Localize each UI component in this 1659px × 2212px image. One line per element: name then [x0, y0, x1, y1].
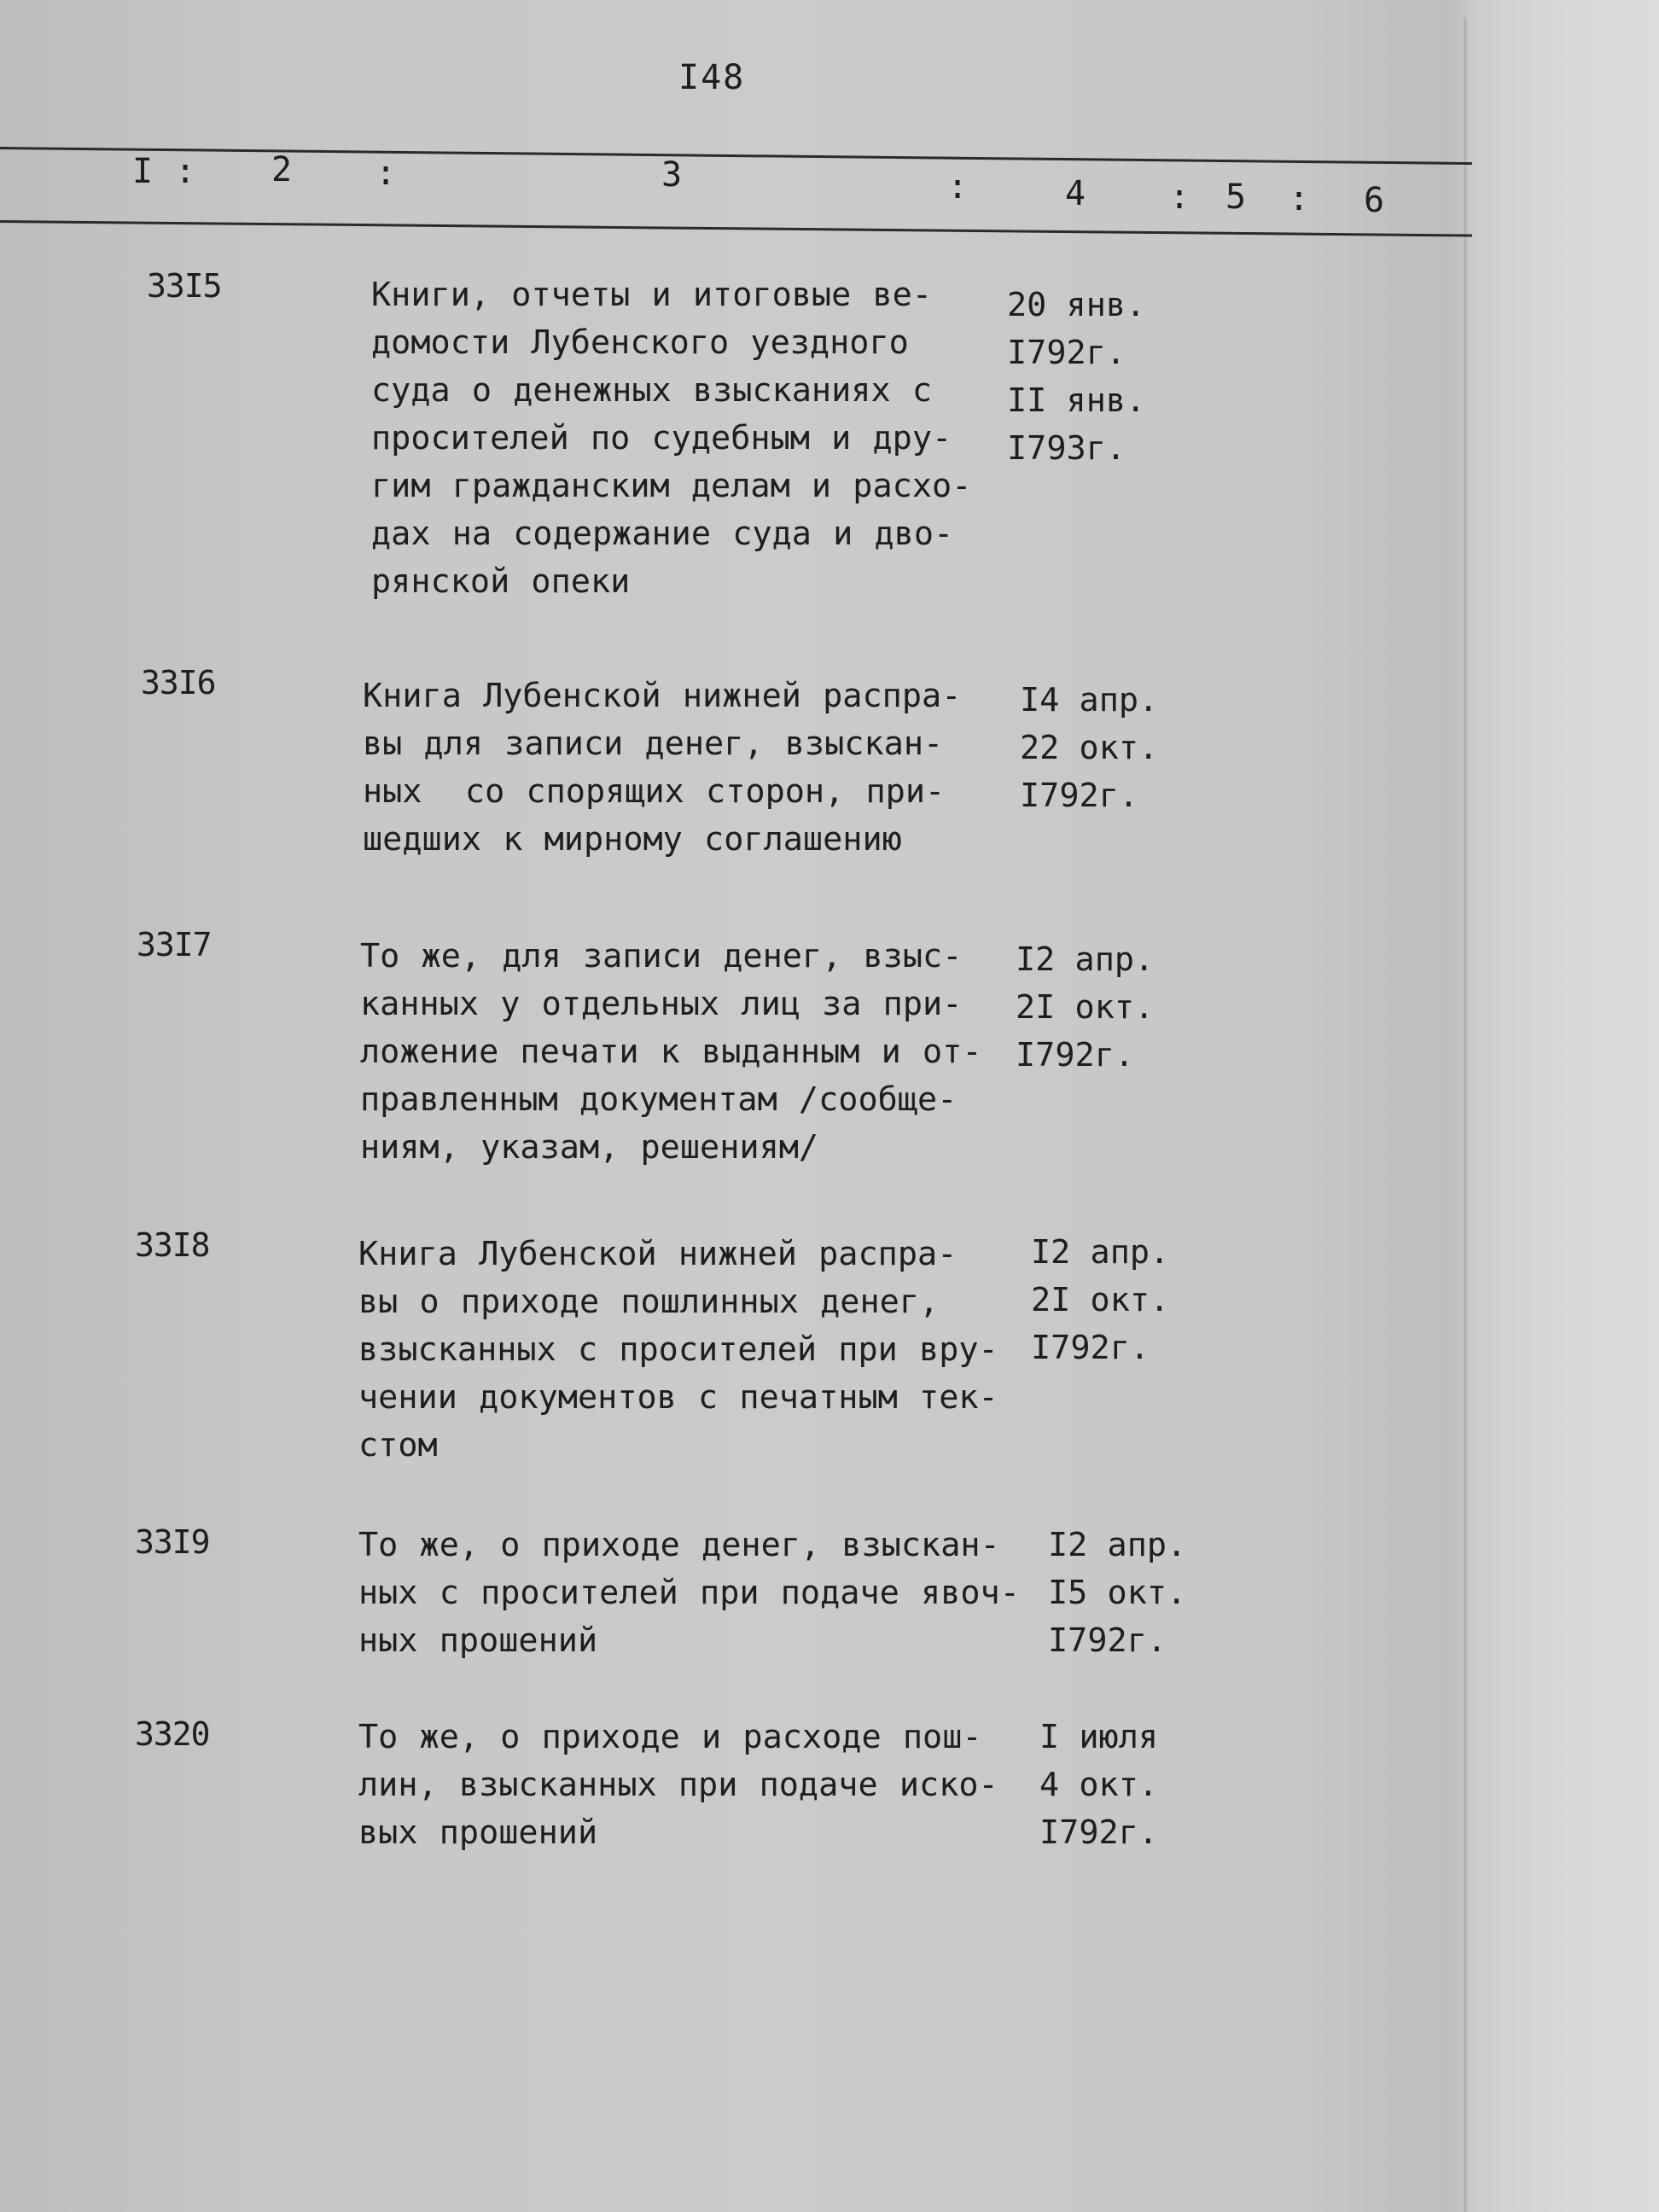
page-edge-shadow — [1464, 17, 1467, 2212]
column-header-4: 4 — [1065, 174, 1086, 213]
entry-description: Книга Лубенской нижней распра- вы о приходе пошлинных денег, взысканных с просителей при вру- чении документов с печатным тек- стом — [358, 1235, 998, 1464]
column-header-1: I — [132, 152, 154, 191]
header-rule-bottom — [0, 220, 1472, 237]
column-header-5: 5 — [1225, 178, 1247, 217]
entry-description: Книги, отчеты и итоговые ве- домости Лубенского уездного суда о денежных взысканиях с просителей по судебным и дру- гим гражданским делам и расхо- дах на содержание суда и дво- рянской опеки — [371, 276, 972, 601]
entry-dates: I2 апр. I5 окт. I792г. — [1048, 1526, 1187, 1660]
entry-description: То же, о приходе денег, взыскан- ных с просителей при подаче явоч- ных прошений — [358, 1526, 1020, 1660]
header-rule-top — [0, 147, 1472, 165]
entry-description: То же, для записи денег, взыс- канных у отдельных лиц за при- ложение печати к выданным и от- правленным документам /сообще- ниям, указам, решениям/ — [360, 937, 982, 1167]
column-separator: : — [175, 152, 196, 191]
page-number: I48 — [678, 58, 746, 97]
entry-dates: 20 янв. I792г. II янв. I793г. — [1007, 286, 1146, 468]
column-separator: : — [947, 167, 969, 207]
entry-dates: I4 апр. 22 окт. I792г. — [1020, 681, 1159, 815]
entry-number: 33I6 — [141, 664, 216, 701]
entry-description: Книга Лубенской нижней распра- вы для записи денег, взыскан- ных со спорящих сторон, при- шедших к мирному соглашению — [363, 677, 962, 859]
column-separator: : — [375, 154, 397, 193]
entry-number: 33I5 — [147, 267, 222, 305]
entry-number: 33I9 — [135, 1523, 210, 1561]
entry-number: 33I8 — [135, 1226, 210, 1264]
column-separator: : — [1289, 179, 1310, 218]
column-header-3: 3 — [661, 155, 683, 195]
column-header-6: 6 — [1364, 181, 1385, 220]
column-header-2: 2 — [271, 150, 293, 189]
entry-dates: I2 апр. 2I окт. I792г. — [1031, 1233, 1170, 1367]
entry-number: 33I7 — [137, 926, 212, 963]
column-separator: : — [1169, 178, 1190, 217]
entry-dates: I июля 4 окт. I792г. — [1039, 1718, 1159, 1852]
entry-description: То же, о приходе и расходе пош- лин, взысканных при подаче иско- вых прошений — [358, 1718, 998, 1852]
entry-dates: I2 апр. 2I окт. I792г. — [1016, 940, 1155, 1074]
entry-number: 3320 — [135, 1715, 210, 1753]
